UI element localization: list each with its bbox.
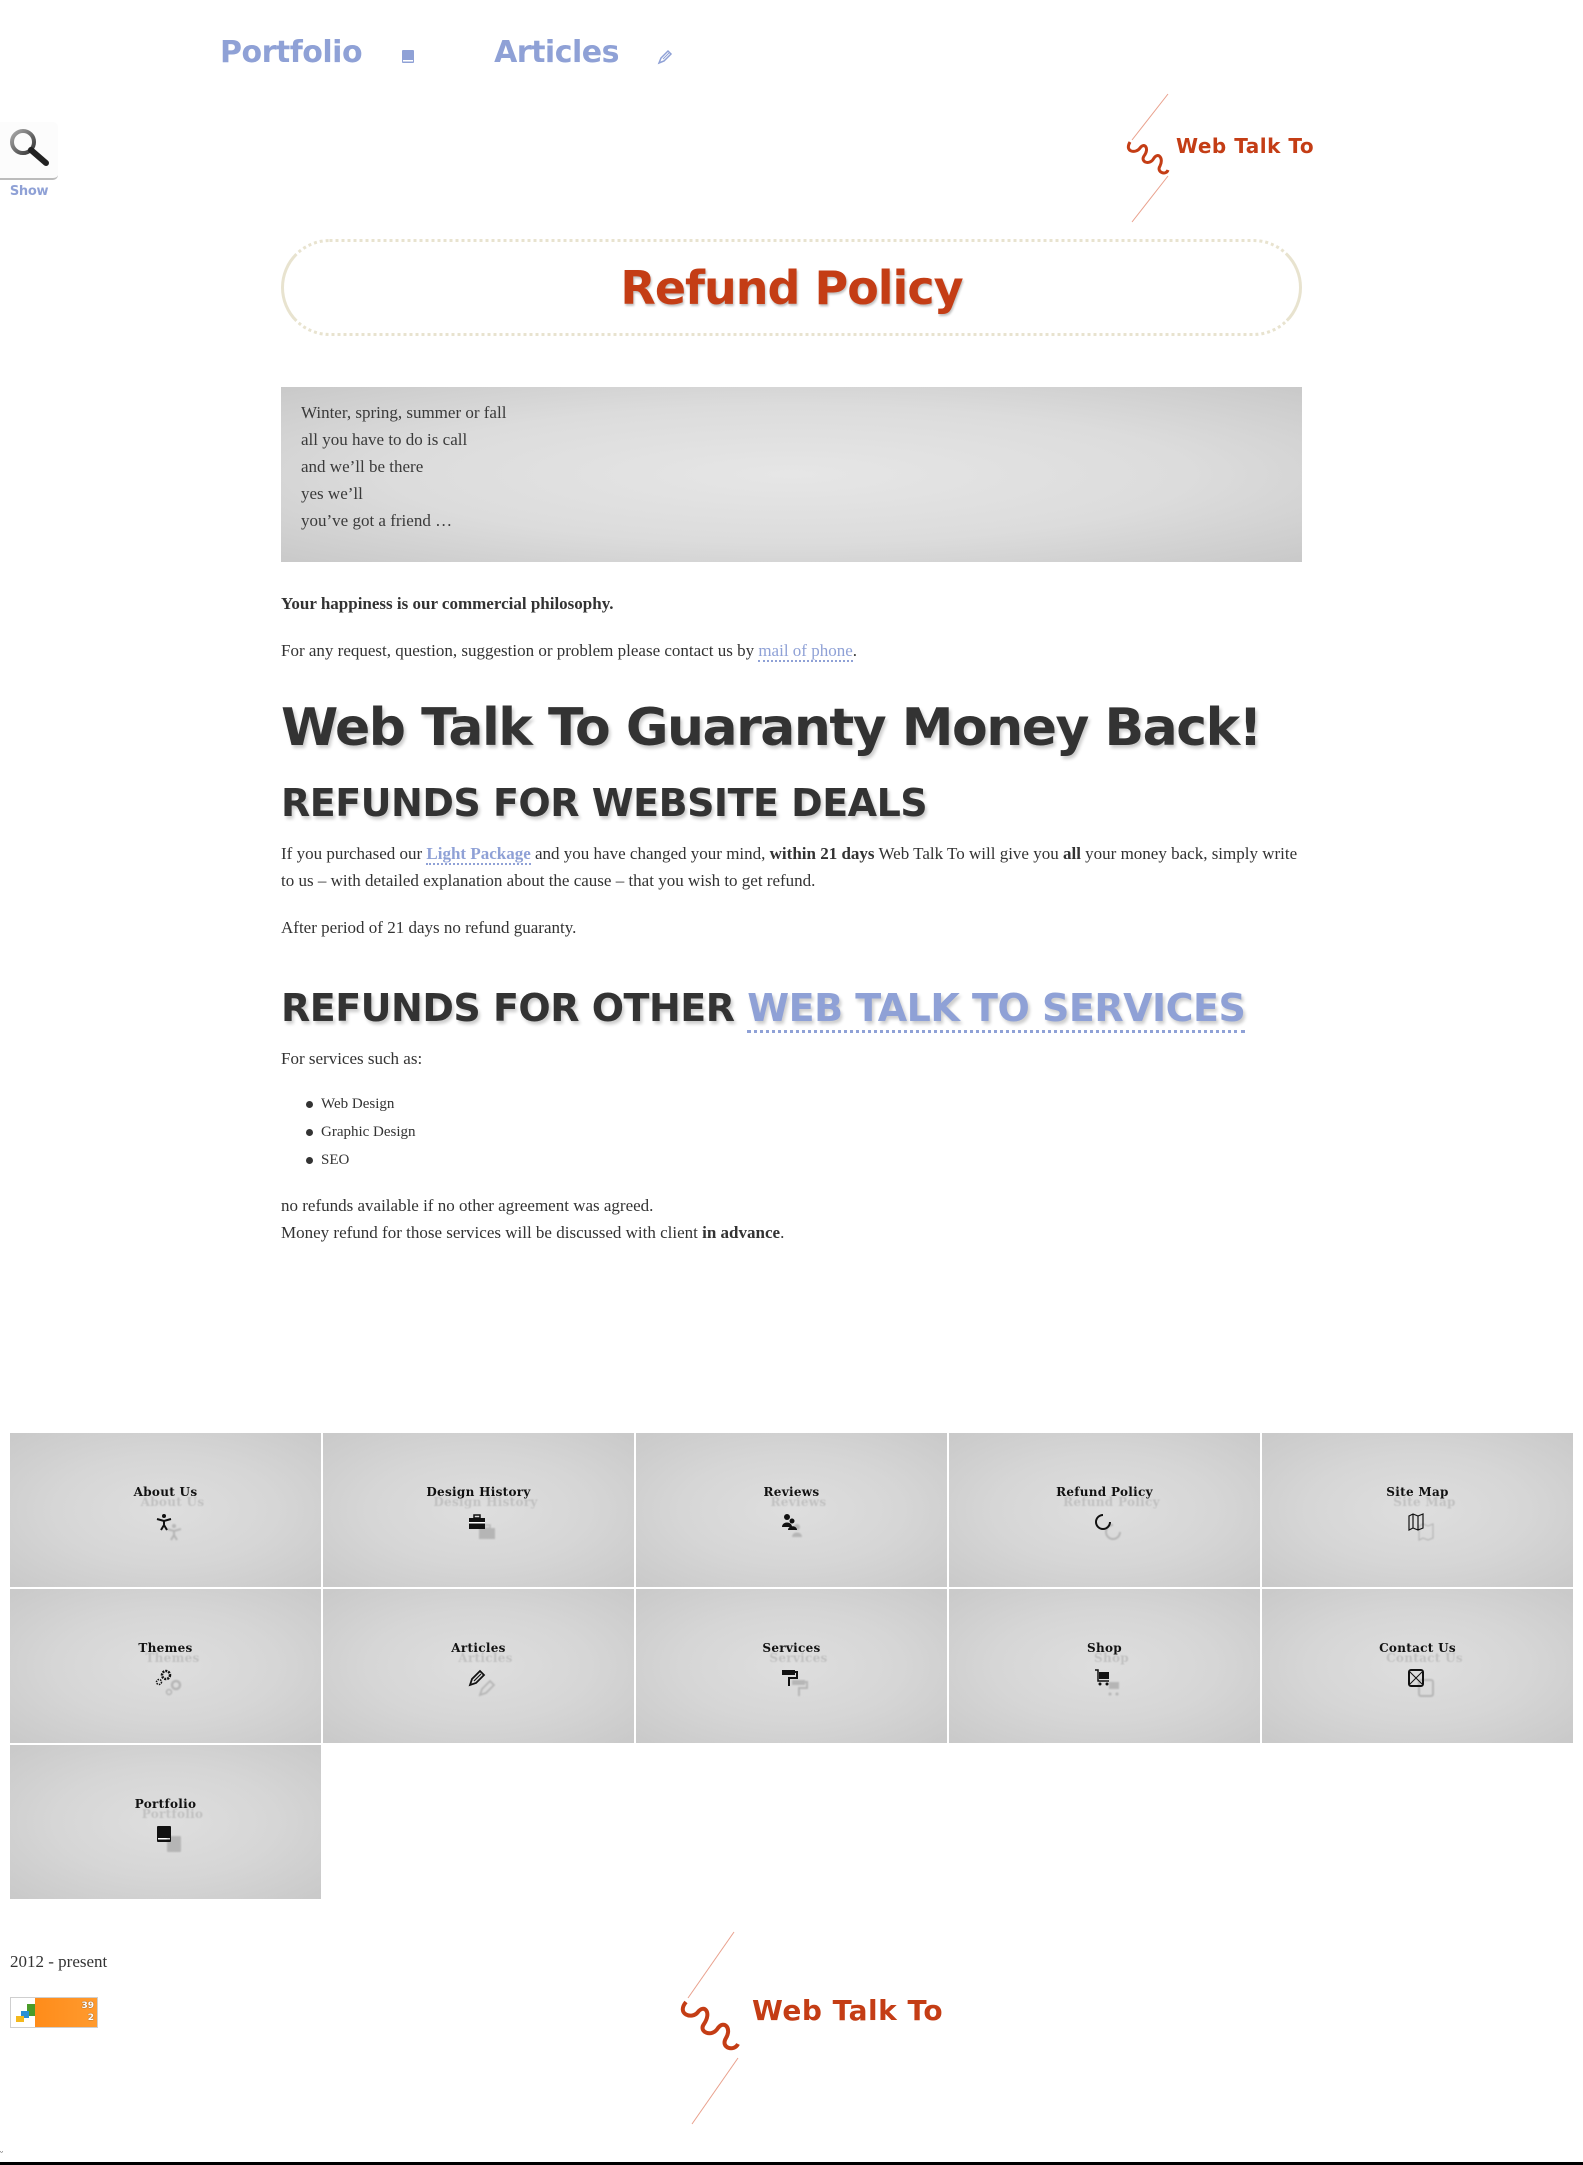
quote-line: and we’ll be there	[301, 457, 424, 476]
envelope-icon-shadow	[1417, 1679, 1435, 1697]
search-show-label[interactable]: Show	[9, 184, 49, 199]
quote-line: all you have to do is call	[301, 430, 468, 449]
paint-roller-icon-shadow	[791, 1679, 809, 1697]
logo-wave-icon	[672, 1928, 752, 2126]
counter-values	[81, 2000, 94, 2024]
quote-line: Winter, spring, summer or fall	[301, 403, 507, 422]
tile-label: Shop	[1087, 1641, 1122, 1655]
tile-shop[interactable]	[949, 1589, 1260, 1743]
search-toggle[interactable]	[0, 122, 58, 199]
tile-label-shadow: Contact Us	[1386, 1651, 1463, 1665]
guarantee-heading: Web Talk To Guaranty Money Back!	[281, 698, 1261, 758]
tile-label-shadow: Portfolio	[141, 1807, 204, 1821]
tile-label-shadow: Services	[769, 1651, 828, 1665]
contact-suffix: .	[852, 641, 857, 660]
tile-reviews[interactable]	[636, 1433, 947, 1587]
tile-articles[interactable]	[323, 1589, 634, 1743]
tile-label: Reviews	[763, 1485, 820, 1499]
all-bold: all	[1062, 844, 1081, 863]
tile-portfolio[interactable]	[10, 1745, 321, 1899]
tile-label: Themes	[138, 1641, 193, 1655]
counter-line-2: 2	[87, 2013, 94, 2023]
tile-label-shadow: About Us	[140, 1495, 205, 1509]
visitor-counter-badge[interactable]	[10, 1997, 98, 2028]
tile-about-us[interactable]	[10, 1433, 321, 1587]
footer-tile-grid	[10, 1433, 1572, 1899]
logo-header-text: Web Talk To	[1176, 134, 1315, 158]
page-title: Refund Policy	[620, 260, 963, 315]
tile-refund-policy[interactable]	[949, 1433, 1260, 1587]
counter-line-1: 39	[81, 2001, 94, 2011]
no-refunds-note: no refunds available if no other agreement was agreed.	[281, 1196, 654, 1215]
in-advance-bold: in advance	[702, 1223, 781, 1242]
tile-label-shadow: Articles	[458, 1651, 513, 1665]
quote-line: you’ve got a friend …	[301, 511, 453, 530]
section1-text: your money back, simply write to us – with detailed explanation about the cause – that you wish to get refund.	[281, 844, 1298, 890]
advance-note: Money refund for those services will be discussed with client	[281, 1223, 703, 1242]
services-list	[306, 1090, 1302, 1174]
tile-design-history[interactable]	[323, 1433, 634, 1587]
contact-link[interactable]: mail of phone	[758, 641, 853, 660]
briefcase-icon-shadow	[478, 1523, 496, 1541]
logo-footer-text: Web Talk To	[752, 1994, 944, 2027]
nav-articles[interactable]	[494, 35, 673, 70]
section-other-heading	[281, 985, 1302, 1031]
tile-label-shadow: Reviews	[770, 1495, 827, 1509]
light-package-link[interactable]: Light Package	[426, 844, 531, 863]
within-21-days: within 21 days	[769, 844, 875, 863]
tile-label: Design History	[426, 1485, 531, 1499]
book-icon	[400, 49, 416, 65]
nav-portfolio-label: Portfolio	[220, 34, 363, 70]
advance-note-suffix: .	[780, 1223, 785, 1242]
section1-text: Web Talk To will give you	[874, 844, 1063, 863]
top-nav	[220, 28, 673, 76]
services-intro: For services such as:	[281, 1049, 423, 1068]
list-item: Web Design	[306, 1090, 1302, 1118]
tile-label-shadow: Design History	[433, 1495, 538, 1509]
tile-label-shadow: Shop	[1094, 1651, 1129, 1665]
main-content	[281, 590, 1302, 1246]
services-link[interactable]: WEB TALK TO SERVICES	[747, 986, 1245, 1033]
pencil-icon-shadow	[478, 1679, 496, 1697]
magnifier-icon	[6, 125, 52, 175]
page-title-box	[281, 239, 1302, 336]
nav-articles-label: Articles	[494, 34, 619, 70]
person-icon-shadow	[165, 1523, 183, 1541]
tile-label: Contact Us	[1379, 1641, 1456, 1655]
smiley-glyph: ᵕ	[0, 2148, 4, 2157]
nav-portfolio[interactable]	[220, 35, 416, 70]
philosophy-text: Your happiness is our commercial philosophy.	[281, 594, 614, 613]
quote-line: yes we’ll	[301, 484, 363, 503]
tile-label: Services	[762, 1641, 821, 1655]
tile-label: Portfolio	[134, 1797, 197, 1811]
stats-cubes-icon	[15, 2002, 37, 2024]
tile-services[interactable]	[636, 1589, 947, 1743]
tile-label: Site Map	[1386, 1485, 1449, 1499]
tile-site-map[interactable]	[1262, 1433, 1573, 1587]
logo-wave-icon	[1120, 92, 1180, 224]
logo-header[interactable]	[1120, 92, 1320, 224]
map-icon-shadow	[1417, 1523, 1435, 1541]
tile-themes[interactable]	[10, 1589, 321, 1743]
list-item: Graphic Design	[306, 1118, 1302, 1146]
contact-text: For any request, question, suggestion or problem please contact us by	[281, 641, 759, 660]
tile-label: About Us	[133, 1485, 198, 1499]
section-other-heading-prefix: REFUNDS FOR OTHER	[281, 986, 748, 1030]
tile-label-shadow: Site Map	[1393, 1495, 1456, 1509]
tile-contact-us[interactable]	[1262, 1589, 1573, 1743]
section1-text: and you have changed your mind,	[530, 844, 770, 863]
section-website-heading: REFUNDS FOR WEBSITE DEALS	[281, 781, 928, 825]
users-icon-shadow	[791, 1523, 809, 1541]
copyright-text: 2012 - present	[10, 1952, 108, 1971]
tile-label: Refund Policy	[1056, 1485, 1153, 1499]
pencil-icon	[657, 49, 673, 65]
book-icon-shadow	[165, 1835, 183, 1853]
quote-box	[281, 387, 1302, 562]
section1-text: If you purchased our	[281, 844, 427, 863]
search-button[interactable]	[0, 122, 58, 180]
tile-label-shadow: Refund Policy	[1063, 1495, 1160, 1509]
gears-icon-shadow	[165, 1679, 183, 1697]
cart-icon-shadow	[1104, 1679, 1122, 1697]
tile-label: Articles	[451, 1641, 506, 1655]
tile-label-shadow: Themes	[145, 1651, 200, 1665]
list-item: SEO	[306, 1146, 1302, 1174]
no-refund-after: After period of 21 days no refund guaranty.	[281, 918, 577, 937]
refresh-icon-shadow	[1104, 1523, 1122, 1541]
logo-footer[interactable]	[672, 1928, 952, 2126]
